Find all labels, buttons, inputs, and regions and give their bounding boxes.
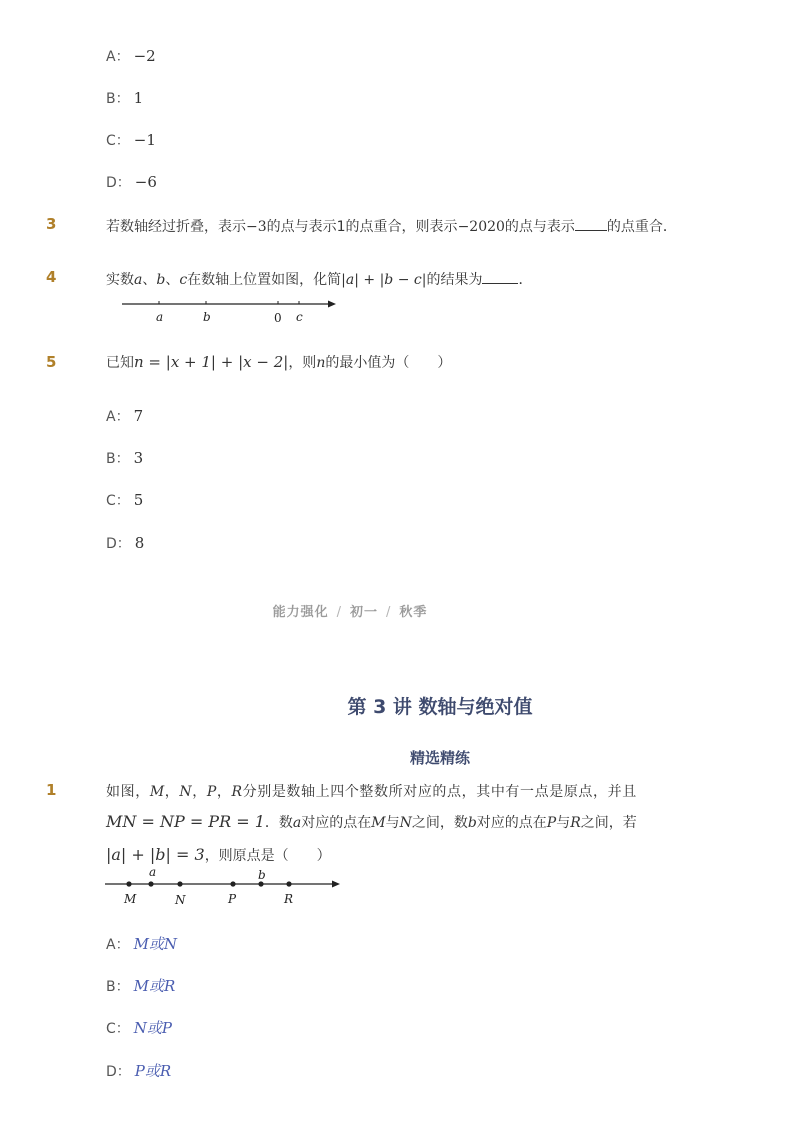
number-line-figure-mnpr — [100, 864, 350, 910]
text-segment: 、 — [165, 272, 180, 288]
option-value: N或P — [133, 1019, 172, 1037]
variable: P — [206, 784, 217, 800]
question-4-text — [106, 269, 532, 289]
text-segment: 已知 — [106, 355, 134, 371]
label-c: c — [296, 310, 303, 324]
option-b[interactable] — [106, 975, 175, 996]
option-letter: A： — [106, 937, 130, 953]
question-number: 3 — [46, 215, 57, 233]
option-value: −1 — [133, 131, 156, 149]
variable: M — [371, 815, 386, 831]
point-b — [258, 881, 263, 886]
text-segment: 的点重合． — [606, 219, 677, 235]
option-letter: D： — [106, 536, 131, 552]
question-number: 5 — [46, 353, 57, 371]
question-number: 4 — [46, 268, 57, 286]
option-value: M或N — [133, 935, 178, 953]
text-segment: ．数 — [264, 815, 293, 831]
math-value: −2020 — [457, 219, 505, 235]
option-value: 7 — [133, 407, 144, 425]
option-value: M或R — [133, 977, 176, 995]
option-value: P或R — [134, 1062, 172, 1080]
text-segment: 之间，若 — [580, 815, 637, 831]
text-segment: 的点与表示1的点重合，则表示 — [266, 219, 458, 235]
option-letter: A： — [106, 409, 130, 425]
option-letter: B： — [106, 451, 130, 467]
option-a[interactable] — [106, 46, 156, 66]
text-segment: ，则 — [288, 355, 317, 371]
option-value: −2 — [133, 47, 156, 65]
text-segment: ，则原点是（ ） — [204, 848, 331, 864]
option-letter: D： — [106, 175, 131, 191]
answer-blank[interactable] — [482, 283, 518, 284]
text-segment: 与 — [385, 815, 400, 831]
question-5-text — [106, 352, 451, 372]
text-segment: 在数轴上位置如图，化简 — [187, 272, 342, 288]
number-line-figure — [118, 294, 338, 326]
text-segment: ． — [518, 272, 533, 288]
text-segment: 实数 — [106, 272, 134, 288]
option-value: 1 — [133, 89, 144, 107]
answer-blank[interactable] — [575, 230, 607, 231]
axis-arrow — [328, 301, 336, 308]
text-segment: 的最小值为（ ） — [325, 355, 452, 371]
section-title: 精选精练 — [409, 749, 470, 767]
question-number: 1 — [46, 781, 57, 799]
label-M: M — [124, 892, 137, 906]
variable: M — [149, 784, 165, 800]
variable: R — [570, 815, 581, 831]
text-segment: ， — [216, 784, 232, 800]
point-N — [177, 881, 182, 886]
option-value: 3 — [133, 449, 144, 467]
text-segment: 如图， — [106, 784, 150, 800]
option-letter: A： — [106, 49, 130, 65]
label-a: a — [149, 865, 157, 879]
variable: a — [292, 815, 302, 831]
text-segment: 对应的点在 — [476, 815, 547, 831]
text-segment: 的点与表示 — [504, 219, 575, 235]
option-letter: B： — [106, 979, 130, 995]
text-segment: 若数轴经过折叠，表示 — [106, 219, 246, 235]
problem-1-line-3 — [106, 845, 331, 865]
page-footer — [0, 601, 700, 620]
math-value: −3 — [246, 219, 267, 235]
lesson-title: 第 3 讲 数轴与绝对值 — [347, 696, 533, 718]
label-R: R — [284, 892, 294, 906]
label-P: P — [228, 892, 237, 906]
option-b[interactable] — [106, 88, 143, 108]
text-segment: 对应的点在 — [301, 815, 372, 831]
footer-term: 秋季 — [399, 605, 428, 620]
option-d[interactable] — [106, 533, 144, 553]
math-expression: MN = NP = PR = 1 — [106, 812, 265, 831]
text-segment: 之间，数 — [411, 815, 468, 831]
text-segment: ， — [164, 784, 180, 800]
variable: P — [546, 815, 557, 831]
math-expression: n = |x + 1| + |x − 2| — [134, 353, 289, 371]
variable: N — [179, 784, 193, 800]
footer-grade: 初一 — [349, 605, 378, 620]
variable: c — [179, 272, 188, 288]
point-M — [126, 881, 131, 886]
option-a[interactable] — [106, 933, 177, 954]
option-d[interactable] — [106, 172, 157, 192]
option-letter: B： — [106, 91, 130, 107]
footer-course: 能力强化 — [272, 605, 329, 620]
problem-1-line-2 — [106, 812, 637, 832]
option-letter: C： — [106, 493, 130, 509]
option-d[interactable] — [106, 1060, 171, 1081]
variable: a — [134, 272, 143, 288]
variable: b — [467, 815, 477, 831]
variable: n — [316, 355, 326, 371]
option-value: 5 — [133, 491, 144, 509]
text-segment: 、 — [142, 272, 157, 288]
option-c[interactable] — [106, 490, 143, 510]
math-expression: |a| + |b| = 3 — [106, 845, 205, 864]
footer-separator: / — [336, 605, 342, 620]
point-a — [148, 881, 153, 886]
option-letter: C： — [106, 133, 130, 149]
point-P — [230, 881, 235, 886]
text-segment: 分别是数轴上四个整数所对应的点，其中有一点是原点，并且 — [242, 784, 637, 800]
text-segment: ， — [192, 784, 207, 800]
option-c[interactable] — [106, 130, 156, 150]
text-segment: 的结果为 — [426, 272, 483, 288]
option-a[interactable] — [106, 406, 143, 426]
footer-separator: / — [386, 605, 392, 620]
problem-1-line-1 — [106, 781, 637, 801]
variable: R — [231, 784, 243, 800]
question-3-text — [106, 216, 677, 236]
label-b: b — [203, 310, 211, 324]
label-N: N — [175, 893, 186, 907]
point-R — [286, 881, 291, 886]
option-b[interactable] — [106, 448, 143, 468]
variable: N — [399, 815, 412, 831]
label-b: b — [258, 868, 266, 882]
option-letter: D： — [106, 1064, 131, 1080]
axis-arrow — [332, 881, 340, 888]
math-expression: |a| + |b − c| — [341, 272, 427, 288]
option-c[interactable] — [106, 1017, 172, 1038]
label-zero: 0 — [274, 311, 282, 325]
option-value: 8 — [134, 534, 145, 552]
option-letter: C： — [106, 1021, 130, 1037]
variable: b — [156, 272, 166, 288]
text-segment: 与 — [556, 815, 571, 831]
label-a: a — [156, 310, 164, 324]
option-value: −6 — [134, 173, 157, 191]
